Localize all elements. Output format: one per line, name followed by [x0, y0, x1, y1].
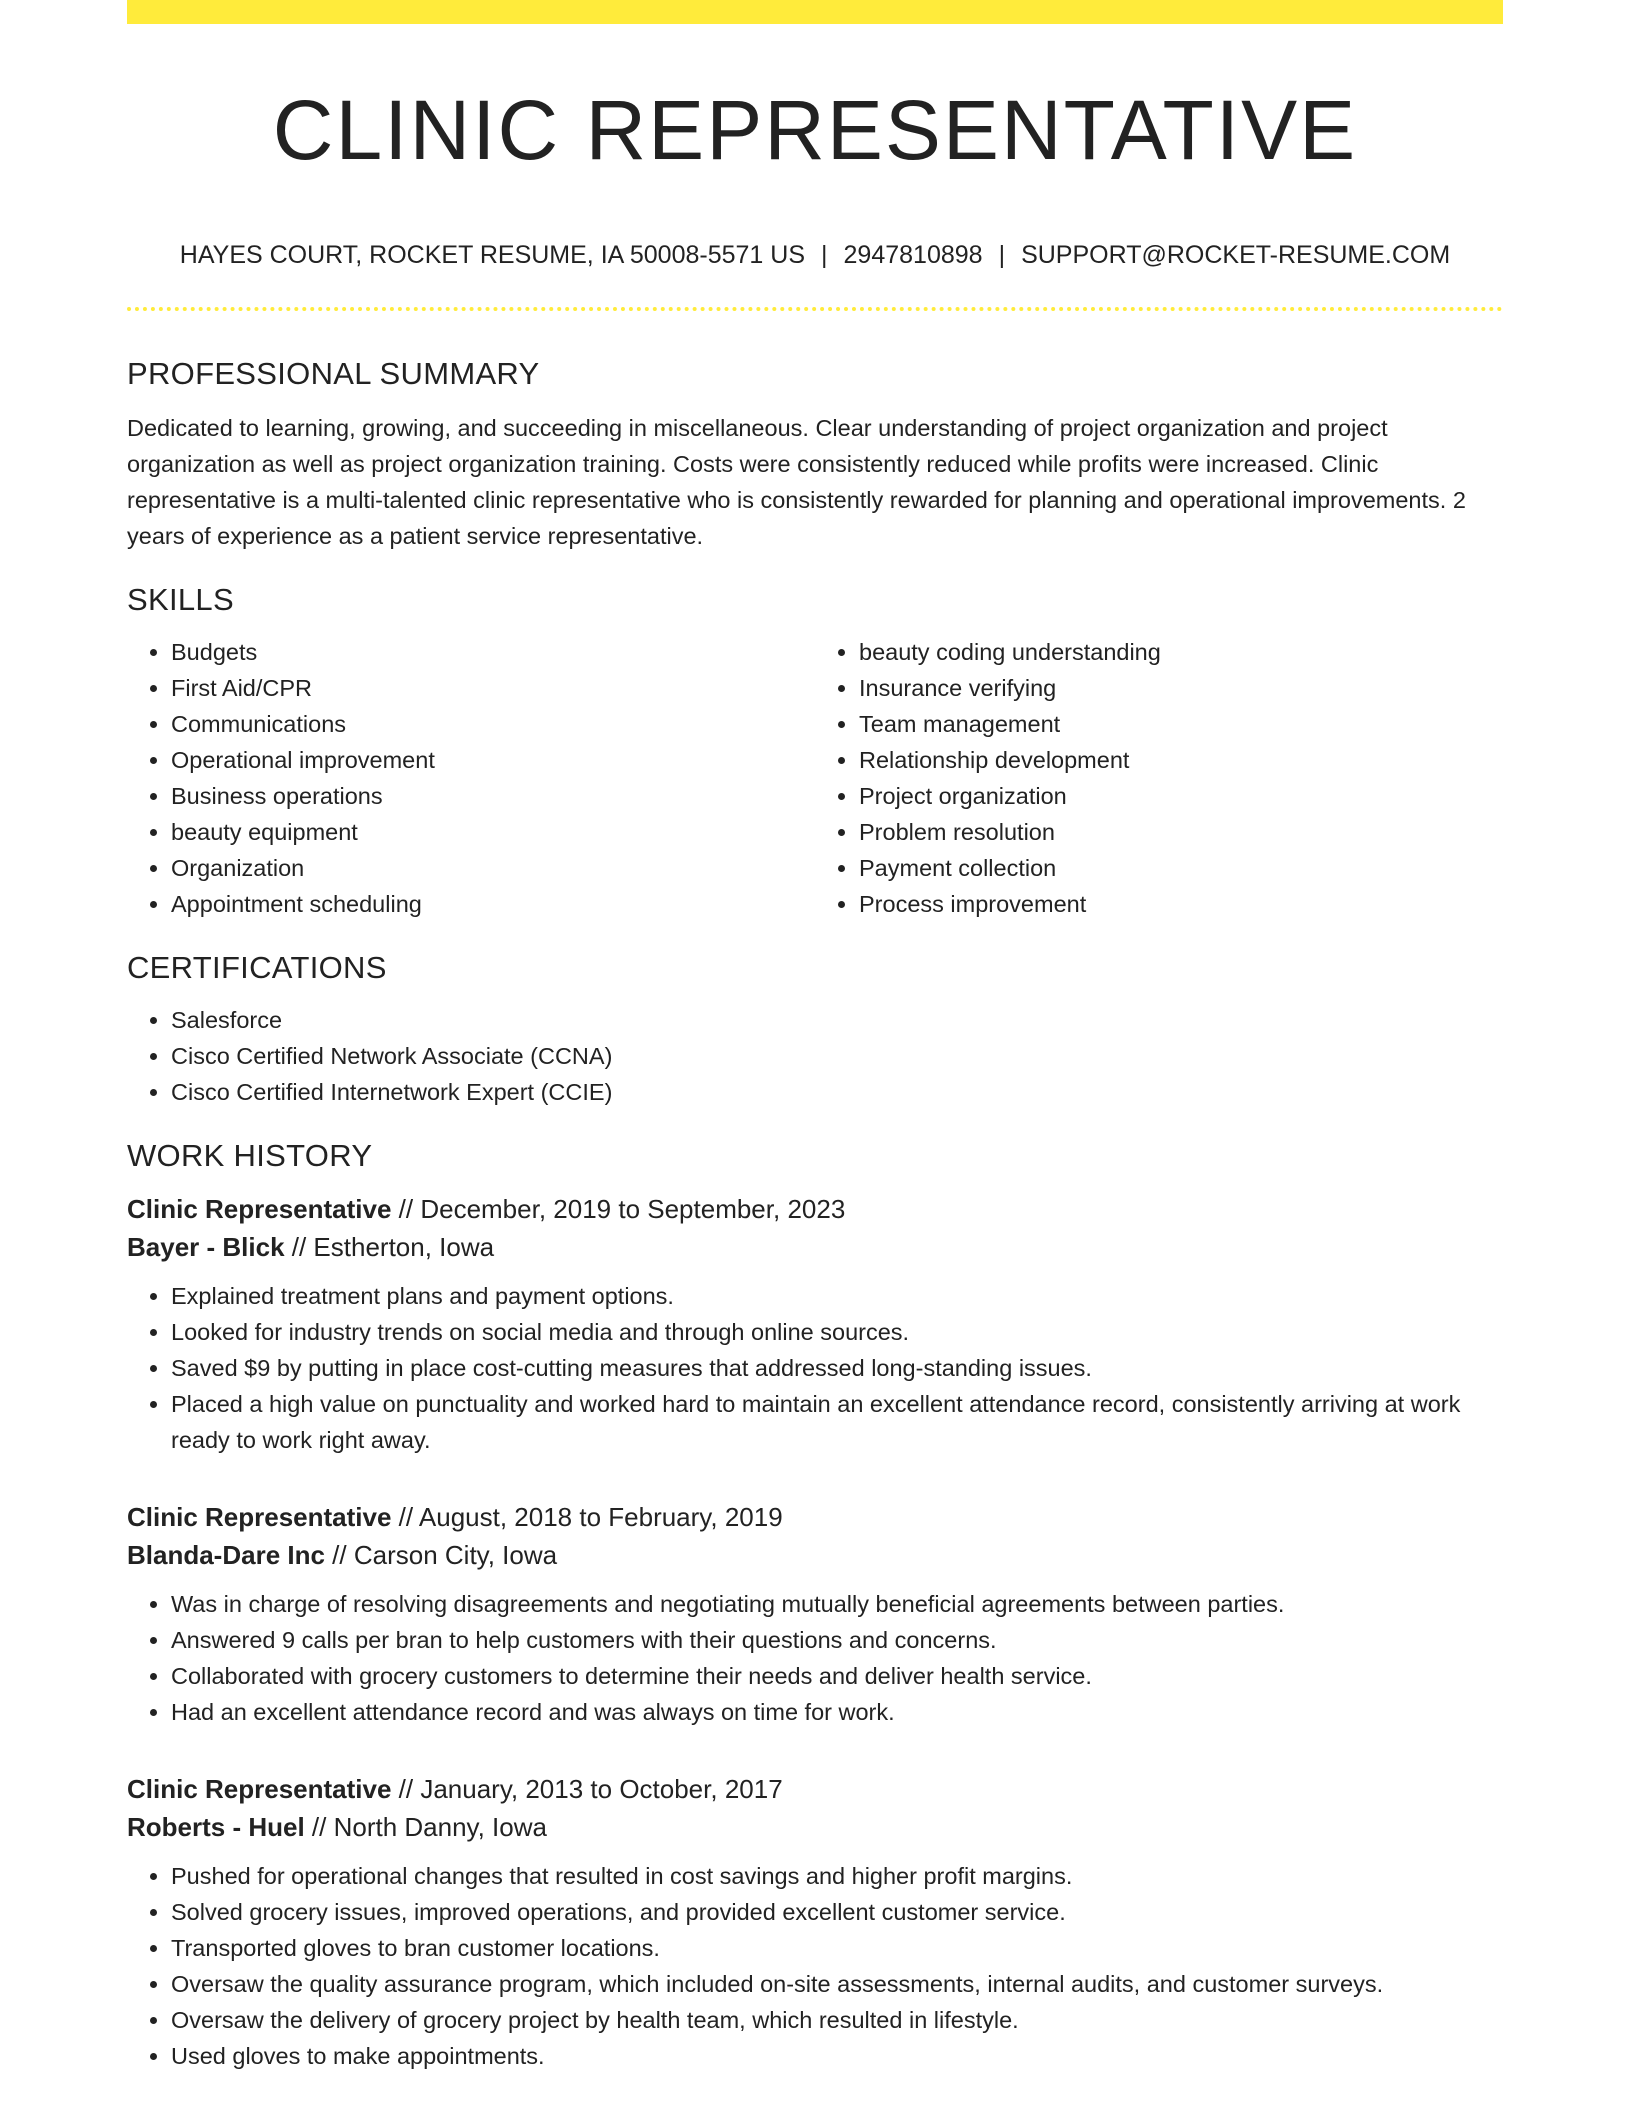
summary-section — [127, 352, 1503, 554]
job-entry — [127, 1770, 1503, 2074]
skill-item: • Process improvement — [859, 886, 1503, 922]
job-bullet: • Placed a high value on punctuality and worked hard to maintain an excellent attendance record, consistently arriving at work ready to work right away. — [171, 1386, 1503, 1458]
skill-item: • Project organization — [859, 778, 1503, 814]
skills-section — [127, 578, 1503, 922]
job-title-line — [127, 1190, 1503, 1228]
job-entry — [127, 1190, 1503, 1458]
job-company-line — [127, 1536, 1503, 1574]
accent-bar — [127, 0, 1503, 24]
skill-item: • First Aid/CPR — [171, 670, 815, 706]
skill-item: • Business operations — [171, 778, 815, 814]
skill-item: • Budgets — [171, 634, 815, 670]
skill-item: • Appointment scheduling — [171, 886, 815, 922]
job-company: Blanda-Dare Inc — [127, 1540, 325, 1570]
job-bullets — [127, 1586, 1503, 1730]
section-heading: WORK HISTORY — [127, 1138, 373, 1173]
job-bullets — [127, 1858, 1503, 2074]
skill-item: • Problem resolution — [859, 814, 1503, 850]
job-bullet: • Transported gloves to bran customer locations. — [171, 1930, 1503, 1966]
skill-item: • Communications — [171, 706, 815, 742]
skill-item: • Relationship development — [859, 742, 1503, 778]
job-bullet: • Oversaw the quality assurance program, which included on-site assessments, internal audits, and customer surveys. — [171, 1966, 1503, 2002]
separator: | — [998, 241, 1006, 269]
job-company-line — [127, 1808, 1503, 1846]
job-location: // North Danny, Iowa — [304, 1812, 547, 1842]
job-bullet: • Had an excellent attendance record and was always on time for work. — [171, 1694, 1503, 1730]
summary-text: Dedicated to learning, growing, and succeeding in miscellaneous. Clear understanding of project organization and project organization as well as project organization training. Costs were consistently reduced while profits were increased. Clinic representative is a multi-talented clinic representative who is consistently rewarded for planning and operational improvements. 2 years of experience as a patient service representative. — [127, 415, 1466, 549]
certification-item: • Cisco Certified Internetwork Expert (CCIE) — [171, 1074, 1503, 1110]
job-title-line — [127, 1770, 1503, 1808]
contact-line — [127, 238, 1503, 272]
certifications-section — [127, 946, 1503, 1110]
section-heading: PROFESSIONAL SUMMARY — [127, 356, 540, 391]
job-title: Clinic Representative — [127, 1502, 392, 1532]
skill-item: • Operational improvement — [171, 742, 815, 778]
job-entry — [127, 1498, 1503, 1730]
job-dates: // January, 2013 to October, 2017 — [391, 1774, 783, 1804]
job-bullets — [127, 1278, 1503, 1458]
skill-item: • beauty equipment — [171, 814, 815, 850]
job-title-line — [127, 1498, 1503, 1536]
certifications-list — [127, 1002, 1503, 1110]
resume-content — [127, 352, 1503, 2074]
job-bullet: • Saved $9 by putting in place cost-cutting measures that addressed long-standing issues. — [171, 1350, 1503, 1386]
job-dates: // August, 2018 to February, 2019 — [391, 1502, 783, 1532]
job-title: Clinic Representative — [127, 1774, 392, 1804]
resume-name: CLINIC REPRESENTATIVE — [272, 83, 1358, 177]
certification-item: • Salesforce — [171, 1002, 1503, 1038]
job-bullet: • Oversaw the delivery of grocery project by health team, which resulted in lifestyle. — [171, 2002, 1503, 2038]
address: HAYES COURT, ROCKET RESUME, IA 50008-5571 US — [179, 241, 806, 269]
job-bullet: • Was in charge of resolving disagreements and negotiating mutually beneficial agreements between parties. — [171, 1586, 1503, 1622]
job-bullet: • Answered 9 calls per bran to help customers with their questions and concerns. — [171, 1622, 1503, 1658]
skills-list-right — [815, 634, 1503, 922]
work-history-section — [127, 1134, 1503, 2074]
job-bullet: • Pushed for operational changes that resulted in cost savings and higher profit margins. — [171, 1858, 1503, 1894]
email: SUPPORT@ROCKET-RESUME.COM — [1021, 241, 1451, 269]
job-dates: // December, 2019 to September, 2023 — [391, 1194, 846, 1224]
skill-item: • beauty coding understanding — [859, 634, 1503, 670]
job-bullet: • Explained treatment plans and payment options. — [171, 1278, 1503, 1314]
separator: | — [821, 241, 828, 269]
job-bullet: • Solved grocery issues, improved operations, and provided excellent customer service. — [171, 1894, 1503, 1930]
skill-item: • Organization — [171, 850, 815, 886]
dotted-divider — [127, 307, 1503, 311]
job-bullet: • Looked for industry trends on social media and through online sources. — [171, 1314, 1503, 1350]
job-location: // Carson City, Iowa — [324, 1540, 558, 1570]
skill-item: • Payment collection — [859, 850, 1503, 886]
certification-item: • Cisco Certified Network Associate (CCNA) — [171, 1038, 1503, 1074]
section-heading: CERTIFICATIONS — [127, 950, 387, 985]
job-bullet: • Used gloves to make appointments. — [171, 2038, 1503, 2074]
job-location: // Estherton, Iowa — [284, 1232, 495, 1262]
job-bullet: • Collaborated with grocery customers to determine their needs and deliver health service. — [171, 1658, 1503, 1694]
skill-item: • Team management — [859, 706, 1503, 742]
job-company-line — [127, 1228, 1503, 1266]
skill-item: • Insurance verifying — [859, 670, 1503, 706]
skills-columns — [127, 634, 1503, 922]
job-company: Roberts - Huel — [127, 1812, 305, 1842]
phone: 2947810898 — [843, 241, 983, 269]
job-title: Clinic Representative — [127, 1194, 392, 1224]
job-company: Bayer - Blick — [127, 1232, 285, 1262]
section-heading: SKILLS — [127, 582, 234, 617]
skills-list-left — [127, 634, 815, 922]
